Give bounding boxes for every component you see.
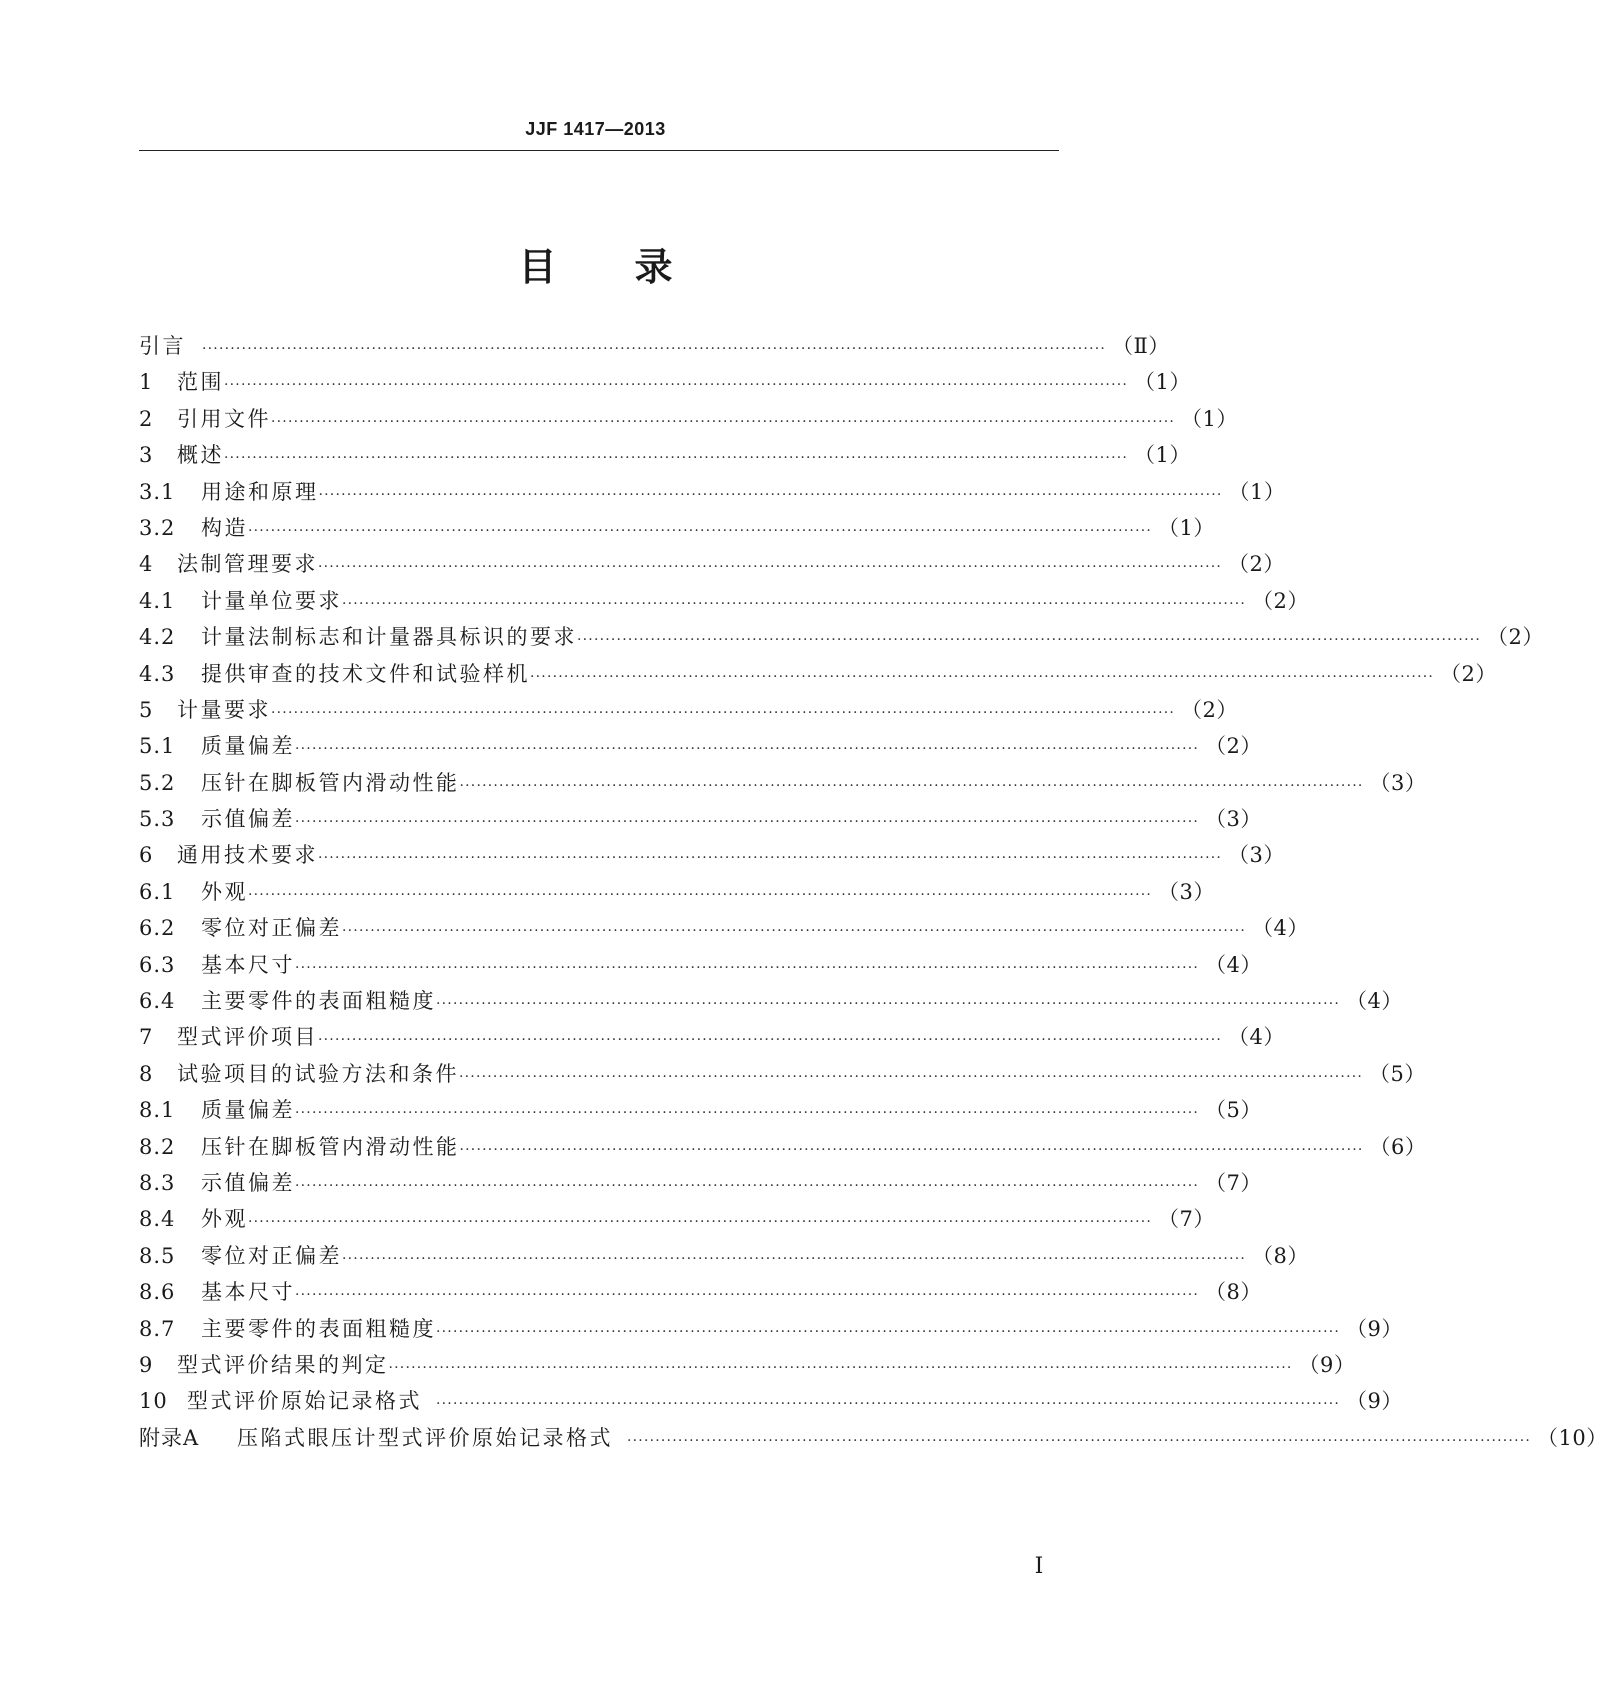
toc-entry-title: 计量要求 [177, 697, 271, 722]
toc-entry-page: （2） [1487, 625, 1544, 650]
toc-entry-title: 主要零件的表面粗糙度 [201, 989, 436, 1014]
toc-entry-title: 零位对正偏差 [201, 1243, 342, 1268]
toc-entry-page: （4） [1228, 1025, 1285, 1050]
toc-entry-title: 提供审查的技术文件和试验样机 [201, 661, 530, 686]
toc-entry-title: 零位对正偏差 [201, 916, 342, 941]
toc-entry-number: 5.2 [139, 770, 176, 795]
toc-entry[interactable] [139, 656, 1497, 692]
toc-entry-page: （7） [1158, 1207, 1215, 1232]
toc-entry-number: 3.2 [139, 515, 176, 540]
toc-dot-leader: ································································································································································ [295, 959, 1200, 976]
toc-title-char-1: 目 [518, 245, 557, 289]
toc-entry[interactable] [139, 728, 1262, 764]
toc-dot-leader: ································································································································································ [530, 668, 1435, 685]
toc-entry-page: （2） [1228, 552, 1285, 577]
toc-entry-title: 压陷式眼压计型式评价原始记录格式 [237, 1425, 613, 1450]
toc-entry-number: 1 [139, 370, 154, 395]
toc-entry-title: 型式评价原始记录格式 [187, 1389, 422, 1414]
toc-entry-page: （5） [1369, 1061, 1426, 1086]
toc-entry-page: （4） [1346, 989, 1403, 1014]
toc-entry[interactable] [139, 437, 1191, 473]
toc-entry-number: 8.6 [139, 1280, 176, 1305]
toc-entry-title: 引用文件 [177, 406, 271, 431]
toc-entry[interactable] [139, 1420, 1608, 1456]
toc-entry-page: （7） [1205, 1170, 1262, 1195]
toc-title-char-2: 录 [634, 245, 673, 289]
toc-dot-leader: ································································································································································ [318, 850, 1223, 867]
toc-entry-number: 4 [139, 552, 154, 577]
toc-title [0, 242, 1191, 292]
toc-entry[interactable] [139, 583, 1309, 619]
toc-entry-page: （10） [1537, 1425, 1608, 1450]
toc-dot-leader: ································································································································································ [295, 1177, 1200, 1194]
toc-entry-number: 8.3 [139, 1170, 176, 1195]
toc-entry-number: 8.4 [139, 1207, 176, 1232]
toc-entry-title: 质量偏差 [201, 734, 295, 759]
toc-entry-page: （2） [1440, 661, 1497, 686]
table-of-contents [139, 328, 1608, 1456]
toc-entry-title: 引言 [139, 334, 186, 358]
toc-entry[interactable] [139, 1092, 1262, 1128]
toc-entry-page: （3） [1369, 770, 1427, 795]
toc-entry[interactable] [139, 1311, 1403, 1347]
toc-dot-leader: ································································································································································ [295, 1287, 1200, 1304]
toc-entry-title: 概述 [177, 443, 224, 468]
toc-entry-title: 试验项目的试验方法和条件 [177, 1061, 459, 1086]
toc-entry-number: 6.4 [139, 989, 176, 1014]
toc-entry-number: 6.3 [139, 952, 176, 977]
toc-entry-number: 2 [139, 406, 154, 431]
toc-entry-title: 计量单位要求 [201, 588, 342, 613]
toc-entry[interactable] [139, 510, 1215, 546]
header-rule [139, 150, 1059, 151]
toc-dot-leader: ································································································································································ [224, 450, 1129, 467]
toc-entry-title: 基本尺寸 [201, 1280, 295, 1305]
toc-dot-leader: ································································································································································ [342, 1250, 1247, 1267]
toc-entry-title: 基本尺寸 [201, 952, 295, 977]
toc-entry-title: 构造 [201, 515, 248, 540]
toc-entry-number: 5.1 [139, 734, 176, 759]
toc-entry-number: 5.3 [139, 807, 176, 832]
toc-entry-number: 3.1 [139, 479, 176, 504]
toc-dot-leader: ································································································································································ [295, 814, 1200, 831]
toc-entry[interactable] [139, 1129, 1427, 1165]
toc-dot-leader: ································································································································································ [271, 704, 1176, 721]
toc-entry-number: 8.2 [139, 1134, 176, 1159]
toc-entry-title: 范围 [177, 370, 224, 395]
toc-entry-page: （1） [1134, 443, 1191, 468]
toc-entry-page: （1） [1134, 370, 1191, 395]
toc-entry-page: （3） [1205, 807, 1262, 832]
toc-entry[interactable] [139, 983, 1403, 1019]
toc-dot-leader: ································································································································································ [248, 522, 1153, 539]
toc-entry-page: （6） [1369, 1134, 1427, 1159]
toc-entry-number: 6 [139, 843, 154, 868]
toc-dot-leader: ································································································································································ [224, 377, 1129, 394]
toc-dot-leader: ································································································································································ [436, 1396, 1341, 1413]
toc-entry-page: （3） [1228, 843, 1285, 868]
toc-dot-leader: ································································································································································ [318, 1032, 1223, 1049]
toc-entry-number: 8.5 [139, 1243, 176, 1268]
toc-dot-leader: ································································································································································ [459, 1141, 1364, 1158]
toc-entry[interactable] [139, 1201, 1215, 1237]
toc-entry[interactable] [139, 546, 1285, 582]
toc-dot-leader: ································································································································································ [295, 741, 1200, 758]
toc-entry[interactable] [139, 765, 1427, 801]
toc-dot-leader: ································································································································································ [342, 923, 1247, 940]
toc-entry-number: 6.1 [139, 879, 176, 904]
toc-entry-number: 3 [139, 443, 154, 468]
toc-entry[interactable] [139, 692, 1238, 728]
toc-dot-leader: ································································································································································ [436, 996, 1341, 1013]
toc-entry-title: 型式评价结果的判定 [177, 1352, 389, 1377]
toc-dot-leader: ································································································································································ [295, 1105, 1200, 1122]
toc-entry-page: （2） [1252, 588, 1309, 613]
toc-dot-leader: ································································································································································ [577, 632, 1482, 649]
toc-dot-leader: ································································································································································ [459, 777, 1364, 794]
toc-entry-page: （8） [1252, 1243, 1309, 1268]
toc-entry[interactable] [139, 1347, 1356, 1383]
toc-entry[interactable] [139, 1165, 1262, 1201]
toc-entry-page: （9） [1298, 1352, 1356, 1377]
toc-entry-page: （2） [1181, 697, 1238, 722]
toc-entry-page: （1） [1228, 479, 1286, 504]
toc-entry[interactable] [139, 1019, 1285, 1055]
toc-dot-leader: ································································································································································ [459, 1068, 1364, 1085]
toc-dot-leader: ································································································································································ [271, 413, 1176, 430]
toc-dot-leader: ································································································································································ [318, 486, 1223, 503]
toc-entry-number: 8.1 [139, 1098, 176, 1123]
toc-entry[interactable] [139, 910, 1309, 946]
toc-entry[interactable] [139, 837, 1285, 873]
toc-dot-leader: ································································································································································ [248, 886, 1153, 903]
toc-entry[interactable] [139, 1238, 1309, 1274]
toc-entry-page: （3） [1158, 879, 1215, 904]
toc-entry-title: 主要零件的表面粗糙度 [201, 1316, 436, 1341]
toc-entry[interactable] [139, 947, 1262, 983]
toc-entry-title: 用途和原理 [201, 479, 319, 504]
toc-entry[interactable] [139, 619, 1544, 655]
toc-entry[interactable] [139, 1056, 1426, 1092]
toc-dot-leader: ································································································································································ [627, 1432, 1532, 1449]
toc-entry-number: 8.7 [139, 1316, 176, 1341]
toc-entry[interactable] [139, 801, 1262, 837]
toc-entry-page: （9） [1346, 1316, 1403, 1341]
toc-entry-number: 4.1 [139, 588, 176, 613]
toc-entry-number: 7 [139, 1025, 154, 1050]
toc-entry-number: 附录A [139, 1425, 200, 1450]
toc-entry-title: 外观 [201, 879, 248, 904]
toc-entry-title: 外观 [201, 1207, 248, 1232]
toc-dot-leader: ································································································································································ [388, 1359, 1293, 1376]
toc-entry-page: （Ⅱ） [1112, 334, 1170, 358]
toc-entry[interactable] [139, 474, 1286, 510]
toc-entry-title: 压针在脚板管内滑动性能 [201, 1134, 460, 1159]
toc-entry-title: 质量偏差 [201, 1098, 295, 1123]
toc-entry-number: 4.3 [139, 661, 176, 686]
toc-entry-title: 示值偏差 [201, 807, 295, 832]
toc-entry-number: 10 [139, 1389, 168, 1414]
document-code-header: JJF 1417—2013 [525, 119, 666, 139]
toc-entry[interactable] [139, 401, 1238, 437]
toc-dot-leader: ································································································································································ [436, 1323, 1341, 1340]
toc-entry-title: 计量法制标志和计量器具标识的要求 [201, 625, 577, 650]
toc-entry-number: 4.2 [139, 625, 176, 650]
toc-entry-title: 通用技术要求 [177, 843, 318, 868]
toc-entry[interactable] [139, 328, 1170, 364]
toc-dot-leader: ································································································································································ [202, 341, 1107, 357]
toc-entry-page: （1） [1158, 515, 1215, 540]
toc-entry-number: 9 [139, 1352, 154, 1377]
toc-entry-page: （5） [1205, 1098, 1262, 1123]
toc-entry-page: （4） [1205, 952, 1262, 977]
page-folio: Ⅰ [1034, 1554, 1044, 1579]
toc-entry-page: （8） [1205, 1280, 1262, 1305]
toc-entry-page: （1） [1181, 406, 1238, 431]
toc-entry-title: 法制管理要求 [177, 552, 318, 577]
toc-entry-page: （2） [1205, 734, 1262, 759]
toc-entry[interactable] [139, 1383, 1403, 1419]
toc-entry-title: 型式评价项目 [177, 1025, 318, 1050]
toc-entry-page: （4） [1252, 916, 1309, 941]
toc-entry-title: 压针在脚板管内滑动性能 [201, 770, 460, 795]
toc-entry[interactable] [139, 364, 1191, 400]
toc-entry[interactable] [139, 1274, 1262, 1310]
toc-entry-title: 示值偏差 [201, 1170, 295, 1195]
toc-entry-number: 5 [139, 697, 154, 722]
toc-dot-leader: ································································································································································ [318, 559, 1223, 576]
toc-entry-number: 8 [139, 1061, 154, 1086]
toc-entry-page: （9） [1346, 1389, 1403, 1414]
toc-entry[interactable] [139, 874, 1215, 910]
toc-entry-number: 6.2 [139, 916, 176, 941]
toc-dot-leader: ································································································································································ [248, 1214, 1153, 1231]
toc-dot-leader: ································································································································································ [342, 595, 1247, 612]
